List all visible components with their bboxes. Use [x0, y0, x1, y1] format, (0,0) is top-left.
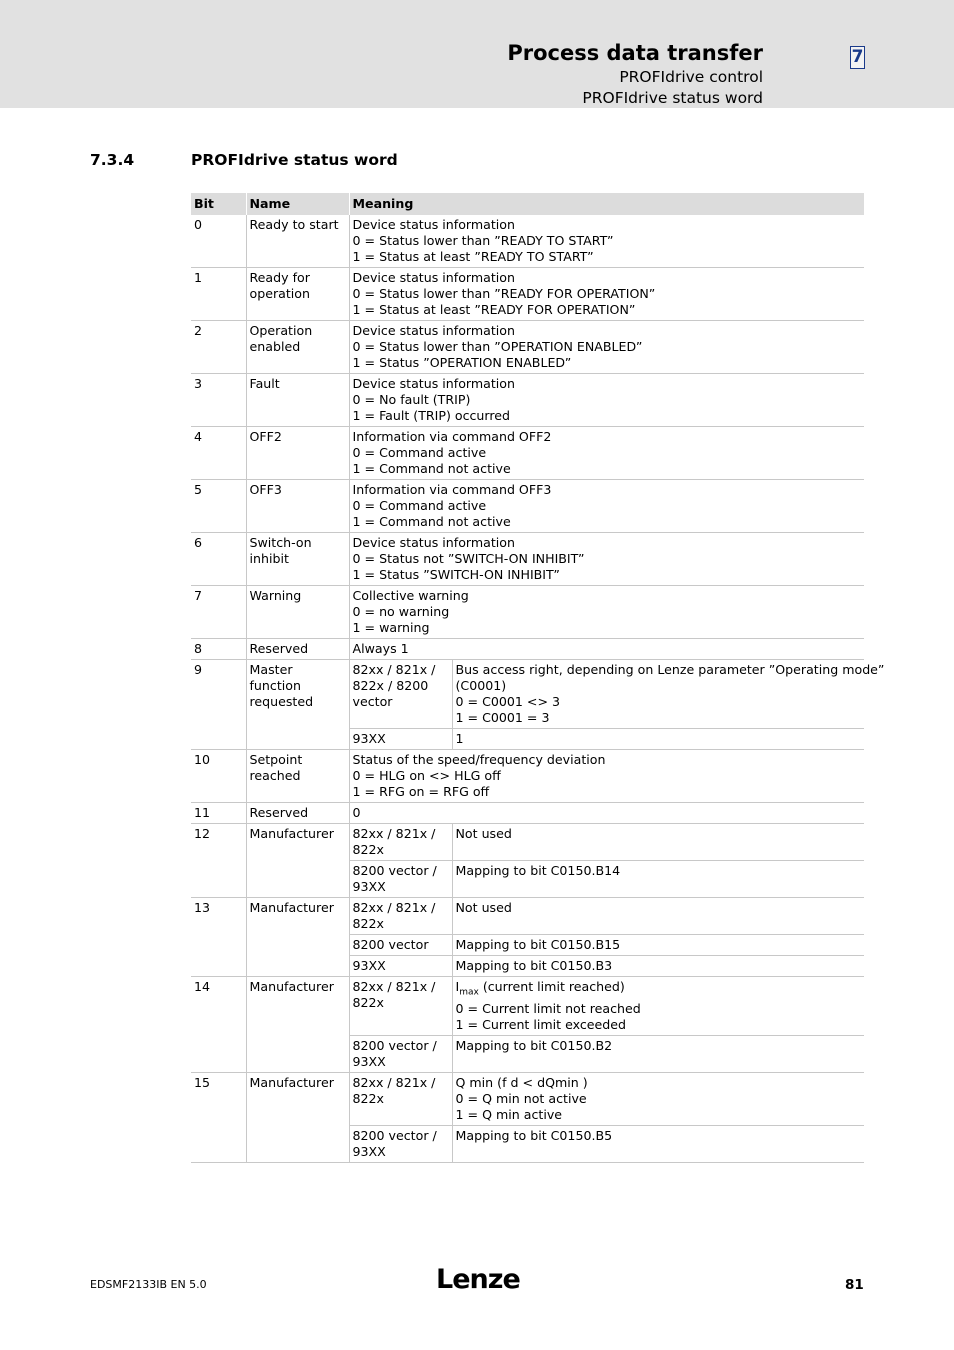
table-row: [191, 898, 864, 935]
meaning-cell: [452, 729, 864, 750]
cell-line: 0 = Command active: [352, 498, 487, 513]
name-cell: [246, 427, 349, 480]
cell-line: 8200 vector /: [352, 1127, 437, 1143]
cell-line: 1 = Command not active: [352, 461, 511, 476]
cell-line: Operation: [249, 323, 313, 338]
section-subtitle-1: PROFIdrive control: [619, 68, 763, 86]
meaning-cell: [349, 215, 864, 268]
cell-line: Reserved: [249, 805, 309, 820]
table-row: [191, 586, 864, 639]
table-header-row: [191, 193, 864, 215]
cell-line: 0 = Status lower than ”OPERATION ENABLED”: [352, 339, 643, 354]
cell-line: Information via command OFF2: [352, 429, 552, 444]
cell-line: 0 = HLG on <> HLG off: [352, 768, 501, 783]
name-cell: [246, 750, 349, 803]
cell-line: Not used: [455, 900, 512, 915]
lenze-logo: Lenze: [436, 1264, 520, 1295]
cell-line: 0 = no warning: [352, 604, 450, 619]
table-row: [191, 660, 864, 729]
document-code: EDSMF2133IB EN 5.0: [90, 1278, 207, 1291]
name-cell: [246, 977, 349, 1073]
device-cell: [349, 1035, 452, 1072]
cell-line: OFF2: [249, 429, 282, 444]
bit-cell: 2: [191, 321, 246, 374]
meaning-cell: [452, 660, 885, 729]
cell-line: Manufacturer: [249, 1074, 334, 1090]
device-cell: [349, 1072, 452, 1125]
bit-cell: 14: [191, 977, 246, 1073]
cell-line: 1 = Status ”SWITCH-ON INHIBIT”: [352, 567, 560, 582]
meaning-cell: [452, 898, 864, 935]
cell-line: 8200 vector /: [352, 863, 437, 878]
section-subtitle-2: PROFIdrive status word: [582, 89, 763, 107]
table-row: [191, 639, 864, 660]
table-row: [191, 824, 864, 861]
cell-line: 0 = C0001 <> 3: [455, 694, 561, 709]
name-cell: [246, 1072, 349, 1162]
meaning-cell: [349, 427, 864, 480]
cell-line: operation: [249, 286, 310, 301]
cell-line: Device status information: [352, 270, 515, 285]
chapter-number-badge[interactable]: 7: [851, 47, 864, 67]
cell-line: 0 = Status lower than ”READY FOR OPERATION”: [352, 286, 656, 301]
header-meaning: Meaning: [349, 193, 864, 215]
bit-cell: 12: [191, 824, 246, 898]
meaning-cell: [349, 533, 864, 586]
meaning-cell: [452, 1125, 864, 1162]
header-band: [0, 0, 954, 108]
table-row: [191, 977, 864, 1036]
cell-line: 1: [455, 731, 464, 746]
cell-line: Information via command OFF3: [352, 482, 552, 497]
meaning-cell: [349, 268, 864, 321]
cell-line: Mapping to bit C0150.B2: [455, 1037, 613, 1053]
cell-line: 82xx / 821x /: [352, 1074, 436, 1090]
name-cell: [246, 639, 349, 660]
table-row: [191, 427, 864, 480]
bit-cell: 4: [191, 427, 246, 480]
cell-line: 0 = Status not ”SWITCH-ON INHIBIT”: [352, 551, 585, 566]
name-cell: [246, 660, 349, 750]
meaning-cell: [349, 639, 864, 660]
device-cell: [349, 729, 452, 750]
table-row: [191, 268, 864, 321]
cell-line: 1 = Q min active: [455, 1106, 563, 1122]
cell-line: Warning: [249, 588, 302, 603]
table-row: [191, 374, 864, 427]
device-cell: [349, 956, 452, 977]
cell-line: 82xx / 821x /: [352, 979, 436, 994]
cell-line: Ready to start: [249, 217, 339, 232]
bit-cell: 5: [191, 480, 246, 533]
cell-line: Always 1: [352, 641, 409, 656]
bit-cell: 15: [191, 1072, 246, 1162]
bit-cell: 8: [191, 639, 246, 660]
bit-cell: 6: [191, 533, 246, 586]
name-cell: [246, 321, 349, 374]
cell-line: Setpoint: [249, 752, 303, 767]
name-cell: [246, 480, 349, 533]
cell-line: 93XX: [352, 958, 386, 973]
cell-line: requested: [249, 694, 314, 709]
cell-line: enabled: [249, 339, 301, 354]
meaning-cell: [452, 977, 864, 1036]
bit-cell: 11: [191, 803, 246, 824]
cell-line: Mapping to bit C0150.B5: [455, 1127, 613, 1143]
cell-line: 82xx / 821x /: [352, 900, 436, 915]
cell-line: Bus access right, depending on Lenze parameter ”Operating mode”: [455, 662, 885, 677]
table-row: [191, 321, 864, 374]
cell-line: 822x: [352, 1090, 384, 1106]
cell-line: 8200 vector: [352, 937, 429, 952]
imax-line: [456, 979, 862, 1001]
chapter-title: Process data transfer: [507, 41, 763, 65]
cell-line: 822x: [352, 916, 384, 931]
cell-line: 93XX: [352, 731, 386, 746]
cell-line: 1 = Current limit exceeded: [455, 1016, 626, 1032]
imax-text: (current limit reached): [478, 979, 625, 994]
cell-line: Device status information: [352, 323, 515, 338]
cell-line: 93XX: [352, 879, 386, 894]
cell-line: Status of the speed/frequency deviation: [352, 752, 606, 767]
cell-line: 1 = Status at least ”READY FOR OPERATION”: [352, 302, 636, 317]
cell-line: 0 = Command active: [352, 445, 487, 460]
cell-line: vector: [352, 694, 393, 709]
status-word-table: [191, 193, 885, 1163]
header-name: Name: [246, 193, 349, 215]
meaning-cell: [349, 480, 864, 533]
bit-cell: 0: [191, 215, 246, 268]
cell-line: Manufacturer: [249, 826, 334, 841]
name-cell: [246, 215, 349, 268]
imax-subscript: max: [459, 987, 479, 998]
cell-line: Manufacturer: [249, 900, 334, 915]
header-bit: Bit: [191, 193, 246, 215]
imax-symbol: I: [455, 979, 460, 994]
meaning-cell: [349, 750, 864, 803]
cell-line: 822x: [352, 995, 384, 1010]
meaning-cell: [452, 935, 864, 956]
cell-line: 1 = Status ”OPERATION ENABLED”: [352, 355, 572, 370]
cell-line: 1 = warning: [352, 620, 430, 635]
meaning-cell: [349, 803, 864, 824]
bit-cell: 1: [191, 268, 246, 321]
cell-line: inhibit: [249, 551, 289, 566]
name-cell: [246, 374, 349, 427]
cell-line: Device status information: [352, 535, 515, 550]
bit-cell: 13: [191, 898, 246, 977]
device-cell: [349, 660, 452, 729]
cell-line: 822x: [352, 842, 384, 857]
device-cell: [349, 898, 452, 935]
cell-line: Not used: [455, 826, 512, 841]
cell-line: Ready for: [249, 270, 310, 285]
cell-line: Mapping to bit C0150.B14: [455, 863, 621, 878]
page-number: 81: [845, 1277, 864, 1293]
cell-line: 0 = Current limit not reached: [455, 1000, 641, 1016]
cell-line: Mapping to bit C0150.B3: [455, 958, 613, 973]
cell-line: Fault: [249, 376, 280, 391]
bit-cell: 9: [191, 660, 246, 750]
cell-line: 0: [352, 805, 361, 820]
bit-cell: 3: [191, 374, 246, 427]
bit-cell: 10: [191, 750, 246, 803]
table-row: [191, 750, 864, 803]
meaning-cell: [452, 861, 864, 898]
table-row: [191, 215, 864, 268]
meaning-cell: [349, 374, 864, 427]
cell-line: Reserved: [249, 641, 309, 656]
name-cell: [246, 586, 349, 639]
meaning-cell: [452, 824, 864, 861]
device-cell: [349, 977, 452, 1036]
cell-line: 1 = Status at least ”READY TO START”: [352, 249, 594, 264]
meaning-cell: [452, 956, 864, 977]
table-row: [191, 480, 864, 533]
cell-line: Master: [249, 662, 293, 677]
cell-line: 82xx / 821x /: [352, 826, 436, 841]
meaning-cell: [452, 1072, 864, 1125]
cell-line: reached: [249, 768, 301, 783]
cell-line: 0 = Status lower than ”READY TO START”: [352, 233, 614, 248]
table-row: [191, 803, 864, 824]
cell-line: 1 = Command not active: [352, 514, 511, 529]
name-cell: [246, 803, 349, 824]
cell-line: (C0001): [455, 678, 507, 693]
meaning-cell: [349, 586, 864, 639]
section-number: 7.3.4: [90, 151, 135, 169]
cell-line: 1 = C0001 = 3: [455, 710, 550, 725]
cell-line: 1 = RFG on = RFG off: [352, 784, 490, 799]
cell-line: 1 = Fault (TRIP) occurred: [352, 408, 511, 423]
meaning-cell: [452, 1035, 864, 1072]
cell-line: Device status information: [352, 217, 515, 232]
device-cell: [349, 1125, 452, 1162]
device-cell: [349, 935, 452, 956]
name-cell: [246, 824, 349, 898]
table-row: [191, 1072, 864, 1125]
cell-line: 822x / 8200: [352, 678, 429, 693]
name-cell: [246, 268, 349, 321]
table-row: [191, 533, 864, 586]
name-cell: [246, 898, 349, 977]
cell-line: 0 = Q min not active: [455, 1090, 587, 1106]
cell-line: 0 = No fault (TRIP): [352, 392, 471, 407]
cell-line: Switch-on: [249, 535, 312, 550]
device-cell: [349, 824, 452, 861]
cell-line: Collective warning: [352, 588, 469, 603]
cell-line: 93XX: [352, 1143, 386, 1159]
cell-line: Manufacturer: [249, 979, 334, 994]
cell-line: Q min (f d < dQmin ): [455, 1074, 588, 1090]
name-cell: [246, 533, 349, 586]
meaning-cell: [349, 321, 864, 374]
cell-line: 93XX: [352, 1053, 386, 1069]
cell-line: Device status information: [352, 376, 515, 391]
device-cell: [349, 861, 452, 898]
cell-line: 8200 vector /: [352, 1037, 437, 1053]
cell-line: function: [249, 678, 301, 693]
bit-cell: 7: [191, 586, 246, 639]
cell-line: 82xx / 821x /: [352, 662, 436, 677]
cell-line: Mapping to bit C0150.B15: [455, 937, 621, 952]
section-title: PROFIdrive status word: [191, 151, 398, 169]
cell-line: OFF3: [249, 482, 282, 497]
